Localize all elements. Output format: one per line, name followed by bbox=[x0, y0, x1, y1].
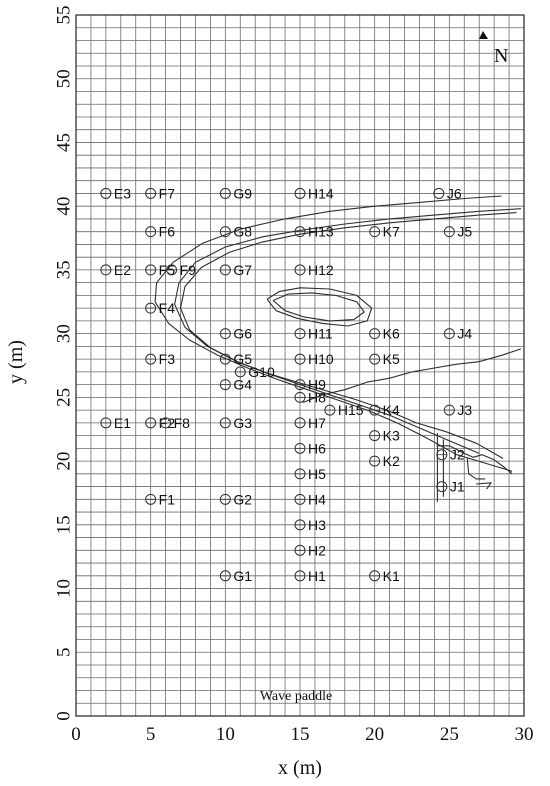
gauge-label-f8: F8 bbox=[173, 414, 190, 431]
gauge-label-g7: G7 bbox=[233, 261, 253, 278]
gauge-label-f3: F3 bbox=[158, 351, 176, 368]
north-label: N bbox=[494, 45, 509, 67]
gauge-label-f4: F4 bbox=[158, 300, 176, 317]
gauge-label-g1: G1 bbox=[233, 567, 253, 584]
y-tick-label: 50 bbox=[53, 69, 75, 89]
y-tick-label: 10 bbox=[53, 579, 75, 599]
gauge-label-h1: H1 bbox=[308, 567, 326, 584]
gauge-label-k6: K6 bbox=[382, 325, 400, 342]
gauge-label-f7: F7 bbox=[158, 185, 176, 202]
gauge-label-h9: H9 bbox=[308, 376, 326, 393]
gauge-label-e2: E2 bbox=[113, 261, 131, 278]
gauge-label-g6: G6 bbox=[233, 325, 253, 342]
gauge-label-h14: H14 bbox=[308, 185, 334, 202]
gauge-label-e3: E3 bbox=[113, 185, 131, 202]
x-tick-label: 15 bbox=[290, 724, 310, 745]
y-tick-label: 0 bbox=[53, 711, 75, 721]
gauge-label-g10: G10 bbox=[248, 363, 275, 380]
x-tick-label: 10 bbox=[215, 724, 235, 745]
gauge-label-h4: H4 bbox=[308, 491, 326, 508]
gauge-label-g9: G9 bbox=[233, 185, 253, 202]
y-axis-label: y (m) bbox=[5, 340, 27, 384]
gauge-label-k7: K7 bbox=[382, 223, 400, 240]
gauge-label-h15: H15 bbox=[337, 402, 364, 419]
gauge-label-g3: G3 bbox=[233, 414, 253, 431]
gauge-label-k3: K3 bbox=[382, 427, 400, 444]
wave-paddle-label: Wave paddle bbox=[259, 689, 333, 704]
gauge-label-f6: F6 bbox=[158, 223, 176, 240]
gauge-label-g5: G5 bbox=[233, 351, 253, 368]
x-tick-label: 0 bbox=[71, 724, 81, 745]
gauge-label-e1: E1 bbox=[113, 414, 131, 431]
x-tick-label: 5 bbox=[145, 724, 156, 745]
y-tick-label: 25 bbox=[53, 387, 75, 407]
gauge-label-f2: F2 bbox=[158, 414, 176, 431]
y-tick-label: 55 bbox=[53, 5, 75, 25]
x-axis-label: x (m) bbox=[278, 757, 322, 779]
contour-island-inner bbox=[273, 293, 364, 321]
x-tick-label: 30 bbox=[514, 724, 534, 745]
gauge-label-j1: J1 bbox=[449, 478, 465, 495]
x-tick-label: 20 bbox=[365, 724, 385, 745]
gauge-label-f9: F9 bbox=[179, 261, 196, 278]
gauge-label-h7: H7 bbox=[308, 414, 326, 431]
gauge-label-h12: H12 bbox=[308, 261, 334, 278]
gauge-label-h3: H3 bbox=[308, 516, 326, 533]
gauge-label-j6: J6 bbox=[446, 185, 462, 202]
gauge-label-j5: J5 bbox=[457, 223, 473, 240]
y-tick-label: 20 bbox=[53, 451, 75, 471]
y-tick-label: 45 bbox=[53, 132, 75, 152]
gauge-label-k5: K5 bbox=[382, 351, 400, 368]
gauge-label-h11: H11 bbox=[308, 325, 333, 342]
y-tick-label: 40 bbox=[53, 196, 75, 216]
gauge-label-f5: F5 bbox=[158, 261, 176, 278]
gauge-label-h5: H5 bbox=[308, 465, 326, 482]
gauge-label-j2: J2 bbox=[449, 446, 465, 463]
gauge-label-h8: H8 bbox=[308, 389, 326, 406]
contour-lower-right-branch bbox=[467, 459, 485, 479]
north-arrow-icon bbox=[479, 31, 488, 39]
y-tick-label: 30 bbox=[53, 324, 75, 344]
gauge-label-k4: K4 bbox=[382, 402, 400, 419]
y-tick-label: 35 bbox=[53, 260, 75, 280]
gauge-label-k1: K1 bbox=[382, 567, 400, 584]
gauge-label-h2: H2 bbox=[308, 542, 326, 559]
gauge-label-g4: G4 bbox=[233, 376, 253, 393]
gauge-label-h10: H10 bbox=[308, 351, 334, 368]
gauge-label-f1: F1 bbox=[158, 491, 176, 508]
x-tick-label: 25 bbox=[439, 724, 459, 745]
shoreline-contours bbox=[155, 196, 521, 502]
grid-lines bbox=[76, 15, 524, 716]
gauge-label-j4: J4 bbox=[457, 325, 473, 342]
y-tick-label: 5 bbox=[53, 647, 75, 658]
gauge-label-k2: K2 bbox=[382, 453, 400, 470]
contour-lower-right-hook bbox=[476, 483, 491, 489]
gauge-label-g8: G8 bbox=[233, 223, 253, 240]
gauge-label-g2: G2 bbox=[233, 491, 253, 508]
gauge-label-j3: J3 bbox=[457, 402, 473, 419]
contour-inner-upper bbox=[303, 349, 521, 406]
gauge-label-h6: H6 bbox=[308, 440, 326, 457]
y-tick-label: 15 bbox=[53, 515, 75, 535]
gauge-label-h13: H13 bbox=[308, 223, 334, 240]
axis-ticks bbox=[54, 6, 534, 746]
